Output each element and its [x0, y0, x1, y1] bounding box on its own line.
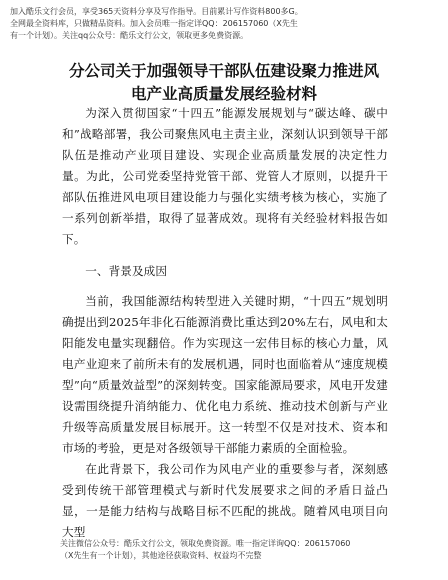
header-note-line: 有一个计划）。关注qq公众号：酷乐文行公文，领取更多免费资源。	[10, 31, 249, 40]
footer-note-line: 关注微信公众号：酷乐文行公文，领取免费资源。唯一指定详询QQ：206157060	[60, 539, 351, 548]
body-paragraph: 在此背景下，我公司作为风电产业的重要参与者，深刻感受到传统干部管理模式与新时代发展要求之间的矛盾日益凸显，一是能力结构与战略目标不匹配的挑战。随着风电项目向大型	[62, 462, 388, 539]
document-title-line-1: 分公司关于加强领导干部队伍建设聚力推进风	[68, 62, 379, 80]
header-note-line: 加入酷乐文行会员，享受365天资料分享及写作指导。目前累计写作资料800多G。	[10, 7, 303, 16]
document-body	[62, 103, 388, 543]
section-heading: 一、背景及成因	[85, 264, 168, 278]
document-title-line-2: 电产业高质量发展经验材料	[130, 85, 317, 103]
header-note-line: 全网最全资料库，只做精品资料。加入会员唯一指定详QQ：206157060（X先生	[10, 19, 298, 28]
header-promo-note	[10, 6, 438, 42]
document-title	[20, 60, 428, 106]
footer-promo-note	[60, 538, 420, 562]
body-paragraph: 当前，我国能源结构转型进入关键时期，“十四五”规划明确提出到2025年非化石能源消费比重达到20%左右，风电和太阳能发电量实现翻倍。作为实现这一宏伟目标的核心力量，风电产业迎来了前所未有的发展机遇，同时也面临着从“速度规模型”向“质量效益型”的深刻转变。国家能源局要求，风电开发建设需围绕提升消纳能力、优化电力系统、推动技术创新与产业升级等高质量发展目标展开。这一转型不仅是对技术、资本和市场的考验，更是对各级领导干部能力素质的全面检验。	[62, 294, 388, 455]
footer-note-line: （X先生有一个计划），其他途径获取资料、权益均不完整	[60, 551, 262, 560]
intro-paragraph: 为深入贯彻国家“十四五”能源发展规划与“碳达峰、碳中和”战略部署，我公司聚焦风电主责主业，深刻认识到领导干部队伍是推动产业项目建设、实现企业高质量发展的决定性力量。为此，公司党委坚持党管干部、党管人才原则，以提升干部队伍推进风电项目建设能力与强化实绩考核为核心，实施了一系列创新举措，取得了显著成效。现将有关经验材料报告如下。	[62, 106, 388, 246]
